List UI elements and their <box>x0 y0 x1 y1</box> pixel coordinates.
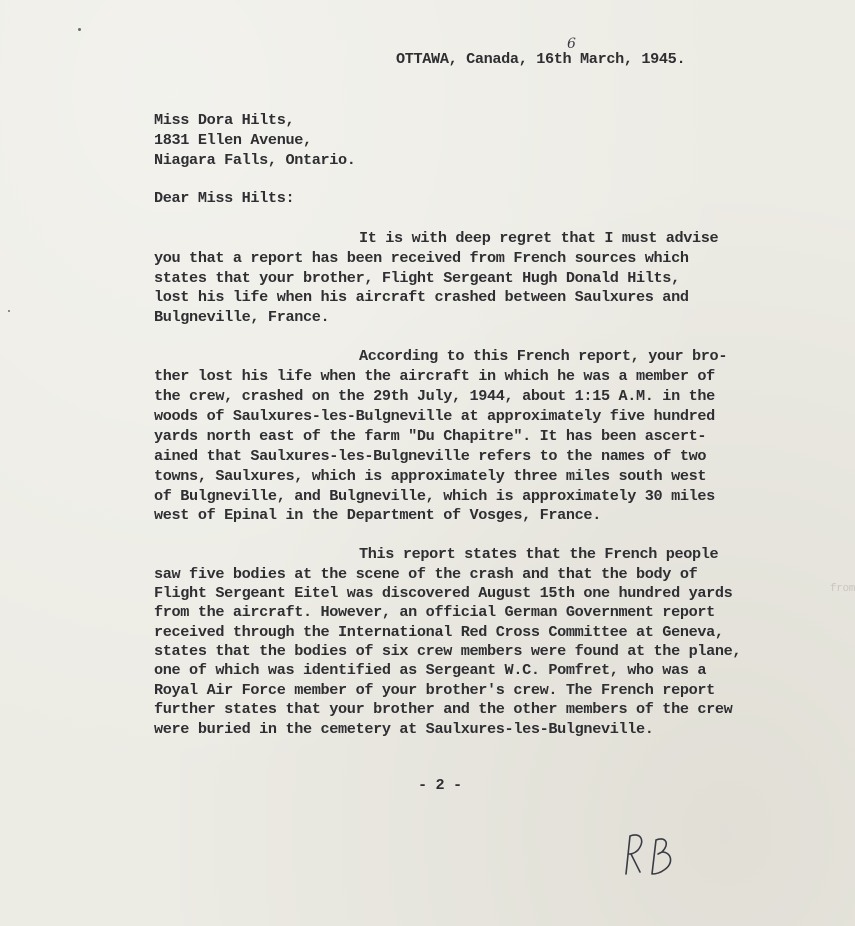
paper-speck <box>78 28 81 31</box>
salutation: Dear Miss Hilts: <box>154 189 295 207</box>
paragraph-2-line: ther lost his life when the aircraft in which he was a member of <box>154 367 715 385</box>
recipient-name: Miss Dora Hilts, <box>154 111 295 129</box>
paragraph-3-line: Flight Sergeant Eitel was discovered August 15th one hundred yards <box>154 584 733 602</box>
paragraph-2-line: west of Epinal in the Department of Vosges, France. <box>154 506 601 524</box>
paragraph-3-line: one of which was identified as Sergeant W.C. Pomfret, who was a <box>154 661 707 679</box>
paragraph-1-line: It is with deep regret that I must advise <box>359 229 719 247</box>
paragraph-2-line: towns, Saulxures, which is approximately three miles south west <box>154 467 707 485</box>
dateline: OTTAWA, Canada, 16th March, 1945. <box>396 50 686 68</box>
paragraph-3-line: states that the bodies of six crew members were found at the plane, <box>154 642 742 660</box>
paragraph-1-line: states that your brother, Flight Sergeant Hugh Donald Hilts, <box>154 269 680 287</box>
paragraph-3-line: Royal Air Force member of your brother's crew. The French report <box>154 681 715 699</box>
recipient-city: Niagara Falls, Ontario. <box>154 151 356 169</box>
paragraph-2-line: According to this French report, your bro- <box>359 347 728 365</box>
paragraph-1-line: you that a report has been received from French sources which <box>154 249 689 267</box>
paragraph-1-line: lost his life when his aircraft crashed between Saulxures and <box>154 288 689 306</box>
paragraph-3-line: received through the International Red Cross Committee at Geneva, <box>154 623 724 641</box>
paragraph-1-line: Bulgneville, France. <box>154 308 330 326</box>
paper-speck <box>8 310 10 312</box>
recipient-street: 1831 Ellen Avenue, <box>154 131 312 149</box>
paragraph-3-line: saw five bodies at the scene of the crash and that the body of <box>154 565 698 583</box>
paragraph-2-line: ained that Saulxures-les-Bulgneville refers to the names of two <box>154 447 707 465</box>
handwritten-correction: 6 <box>567 36 576 52</box>
bleed-through-text: from <box>829 583 855 595</box>
page-number: - 2 - <box>418 776 462 794</box>
paragraph-2-line: woods of Saulxures-les-Bulgneville at approximately five hundred <box>154 407 715 425</box>
paragraph-2-line: of Bulgneville, and Bulgneville, which is approximately 30 miles <box>154 487 715 505</box>
handwritten-initials <box>618 830 688 880</box>
paragraph-2-line: the crew, crashed on the 29th July, 1944, about 1:15 A.M. in the <box>154 387 715 405</box>
paragraph-3-line: from the aircraft. However, an official German Government report <box>154 603 715 621</box>
paragraph-3-line: further states that your brother and the other members of the crew <box>154 700 733 718</box>
paragraph-3-line: were buried in the cemetery at Saulxures-les-Bulgneville. <box>154 720 654 738</box>
paragraph-3-line: This report states that the French people <box>359 545 719 563</box>
paragraph-2-line: yards north east of the farm "Du Chapitre". It has been ascert- <box>154 427 707 445</box>
